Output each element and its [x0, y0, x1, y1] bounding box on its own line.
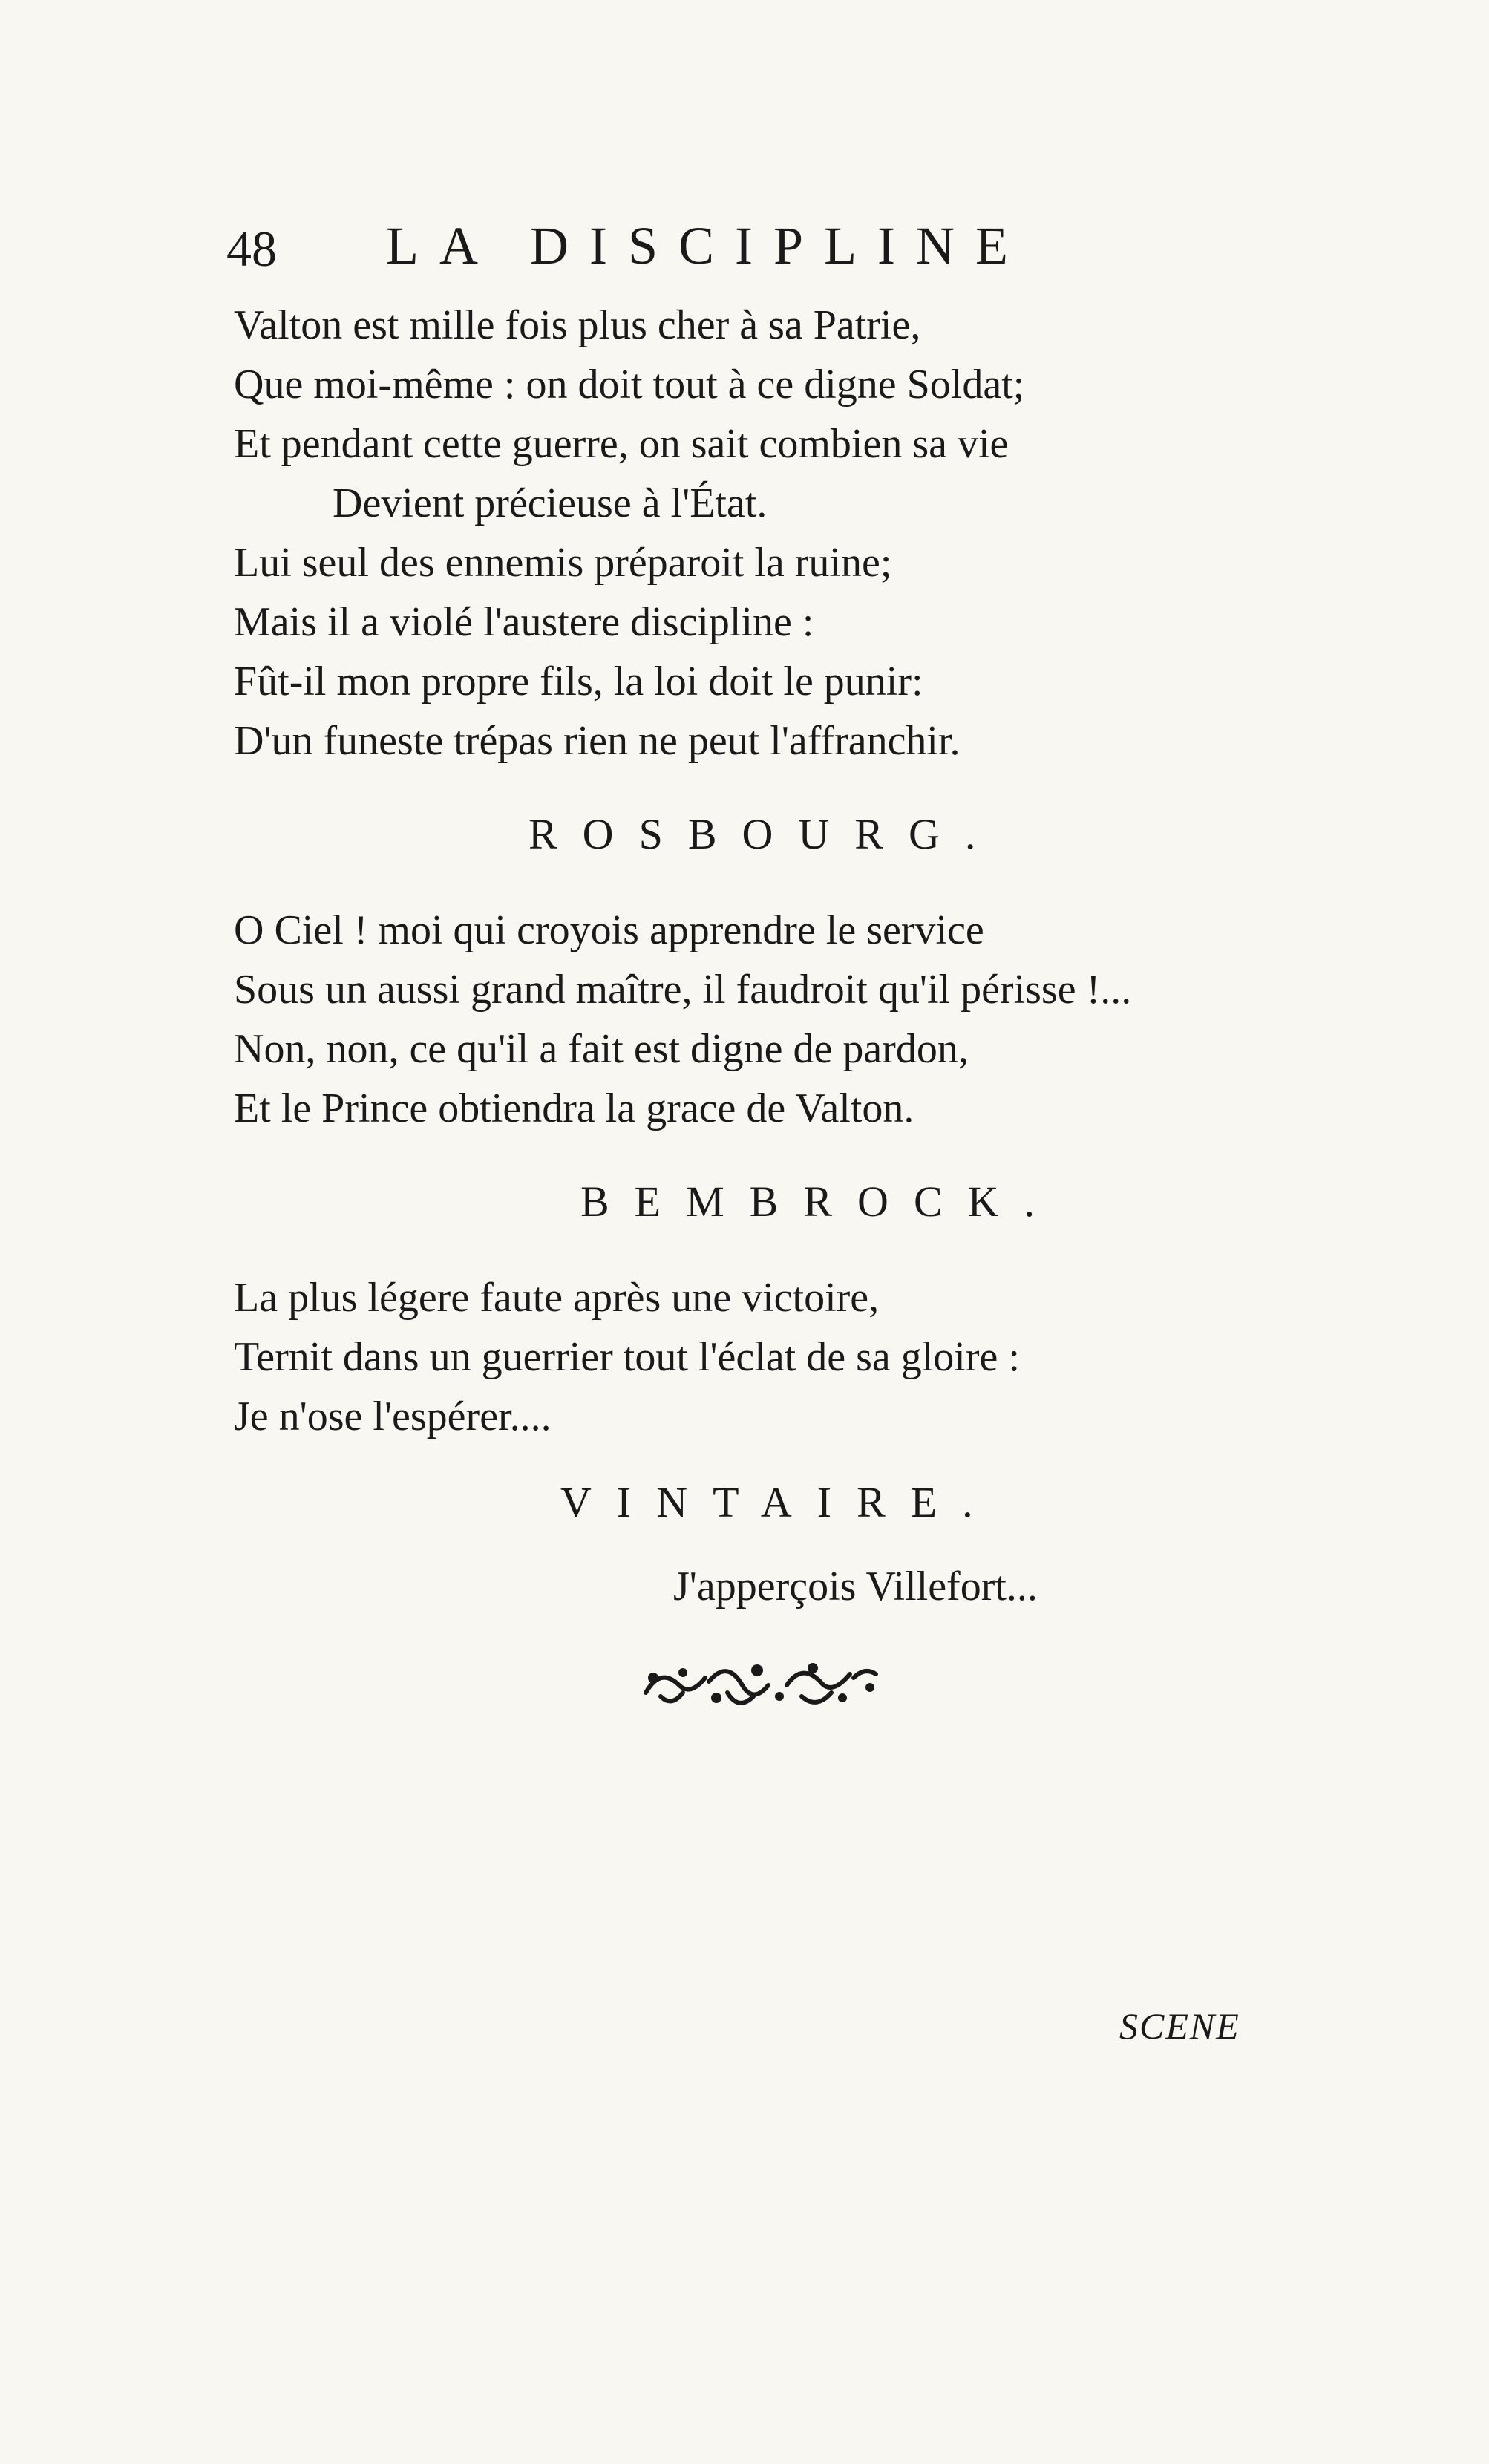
verse-line: Et pendant cette guerre, on sait combien sa vie: [234, 421, 1009, 467]
verse-line: Lui seul des ennemis préparoit la ruine;: [234, 540, 892, 586]
verse-line: Mais il a violé l'austere discipline :: [234, 599, 814, 645]
speaker-name: VINTAIRE.: [560, 1478, 998, 1526]
verse-line: Je n'ose l'espérer....: [234, 1393, 552, 1439]
verse-line: Non, non, ce qu'il a fait est digne de pardon,: [234, 1026, 969, 1072]
verse-line: Ternit dans un guerrier tout l'éclat de sa gloire :: [234, 1334, 1020, 1380]
speaker-name: BEMBROCK.: [580, 1177, 1061, 1226]
verse-line: D'un funeste trépas rien ne peut l'affranchir.: [234, 718, 961, 764]
catchword: SCENE: [1119, 2005, 1240, 2047]
page-number: 48: [226, 220, 277, 277]
verse-line: Devient précieuse à l'État.: [333, 480, 768, 526]
running-title: LA DISCIPLINE: [386, 216, 1029, 275]
cue-line: J'apperçois Villefort...: [673, 1563, 1038, 1610]
fleuron-ornament-icon: [638, 1652, 883, 1722]
verse-line: Valton est mille fois plus cher à sa Patrie,: [234, 302, 921, 348]
verse-line: Et le Prince obtiendra la grace de Valton.: [234, 1085, 914, 1131]
verse-line: Sous un aussi grand maître, il faudroit qu'il périsse !...: [234, 967, 1132, 1013]
verse-line: Fût-il mon propre fils, la loi doit le punir:: [234, 659, 923, 705]
verse-line: La plus légere faute après une victoire,: [234, 1275, 880, 1321]
verse-line: O Ciel ! moi qui croyois apprendre le service: [234, 907, 984, 953]
speaker-name: ROSBOURG.: [528, 810, 1001, 858]
verse-line: Que moi-même : on doit tout à ce digne Soldat;: [234, 362, 1025, 408]
